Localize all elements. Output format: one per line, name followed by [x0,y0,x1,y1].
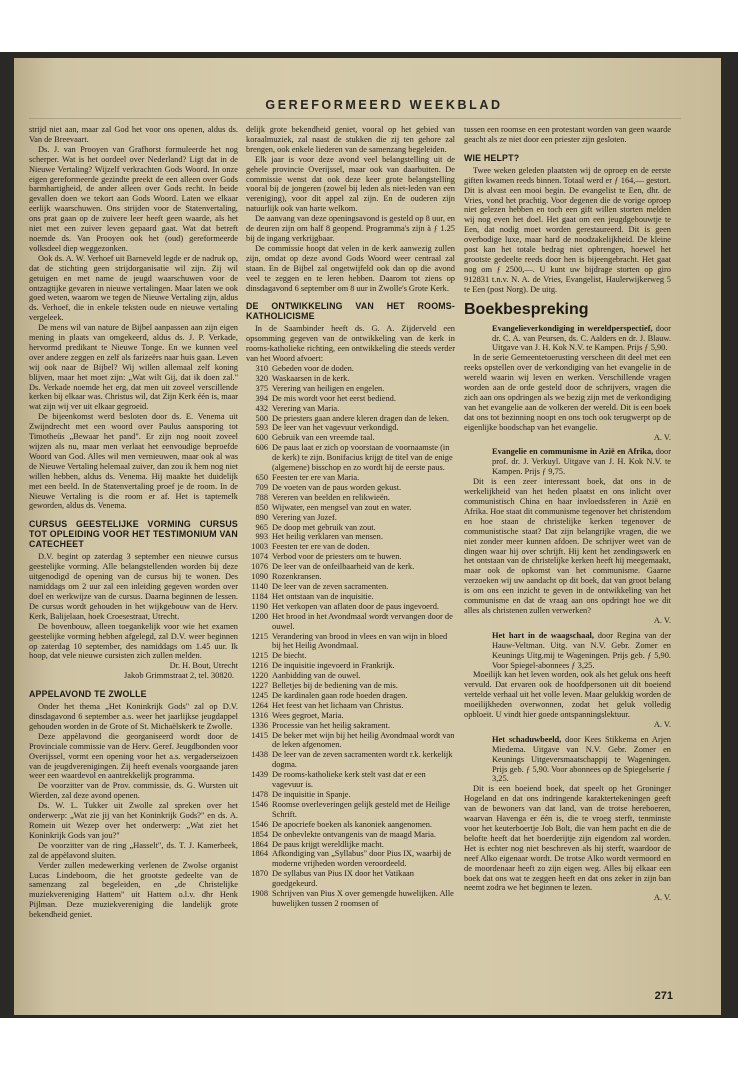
timeline-event: Verering van Jozef. [272,512,337,522]
timeline-year: 500 [255,413,268,423]
timeline-event: Verbod voor de priesters om te huwen. [272,552,402,562]
paragraph: De voorzitter van de ring „Hasselt", ds. T. J. Kamerbeek, zal de appèlavond sluiten. [29,840,238,860]
timeline-event: De voeten van de paus worden gekust. [272,482,402,492]
timeline-entry [246,433,455,443]
section-heading: CURSUS GEESTELIJKE VORMING CURSUS TOT OPLEIDING VOOR HET TESTIMONIUM VAN CATECHEET [29,519,238,550]
paragraph: Twee weken geleden plaatsten wij de oproep en de eerste giften kwamen reeds binnen. Totaal werd er ƒ 164,— gestort. Dit is alvast een mooi begin. De evangelist te Een, dhr. de Vries, vond het prachtig. Voor degenen die de vorige oproep niet gelezen hebben en toch een gift willen storten melden wij nog even het doel. Het gaat om een jeugdgebouwtje te Een, dat nodig moet worden gerestaureerd. Dit is geen overbodige luxe, maar hard de noodzakelijkheid. De kleine post kan het totale bedrag niet opbrengen, hoewel het grootste gedeelte reeds door hen is bijeengebracht. Het gaat nog om ƒ 2500,—. U kunt uw bijdrage storten op giro 912831 t.n.v. N. A. de Vries, Evangelist, Haulerwijkerweg 5 te Een (post Norg). De uitg. [464,165,671,294]
column-3 [464,125,671,1005]
timeline-entry [246,414,455,424]
timeline-event: Het heilig verklaren van mensen. [272,532,383,542]
review-publication-info: door Kees Stikkema en Arjen Miedema. Uitgave van N.V. Gebr. Zomer en Keunings Uitgeversmaatschappij te Wageningen. Prijs geb. ƒ 5,90. Voor abonnees op de Spiegelserie ƒ 3,25. [492,734,671,784]
review-body: Moeilijk kan het leven worden, ook als het geluk ons heeft vervuld. Dat ervaren ook de hoofdpersonen uit dit boeiend vertelde verhaal uit het volle leven. Maar gelukkig worden de moeilijkheden overwonnen, zodat het geluk volledig opbloeit. U vindt hier goede ontspanningslektuur. [464,670,671,720]
timeline-event: De mis wordt voor het eerst bediend. [272,393,396,403]
timeline-entry [246,721,455,731]
timeline-year: 1864 [251,849,268,859]
review-book-title: Het schaduwbeeld, [492,734,562,744]
review-initials: A. V. [653,432,671,442]
timeline-year: 1438 [251,750,268,760]
timeline-entry [246,750,455,770]
timeline-entry [246,374,455,384]
timeline-year: 1216 [251,661,268,671]
timeline-year: 1184 [251,591,268,601]
timeline-event: Het brood in het Avondmaal wordt vervangen door de ouwel. [272,611,453,631]
timeline-entry [246,602,455,612]
timeline-event: De leer van het vagevuur verkondigd. [272,423,399,433]
review-heading [464,447,671,477]
timeline-event: De onbevlekte ontvangenis van de maagd Maria. [272,829,436,839]
timeline-year: 1140 [251,581,268,591]
timeline-event: De apocriefe boeken als kanoniek aangenomen. [272,819,432,829]
timeline-event: Het feest van het lichaam van Christus. [272,700,404,710]
timeline-year: 1546 [251,819,268,829]
paragraph: strijd niet aan, maar zal God het voor ons openen, aldus ds. Van de Breevaart. [29,125,238,144]
timeline-event: De priesters gaan andere kleren dragen dan de leken. [272,413,449,423]
timeline-year: 1074 [251,552,268,562]
section-heading: APPELAVOND TE ZWOLLE [29,689,147,700]
timeline-year: 1190 [251,601,268,611]
timeline-entry [246,532,455,542]
timeline-entry [246,830,455,840]
timeline-year: 650 [255,473,268,482]
timeline-entry [246,582,455,592]
column-1 [29,125,238,1005]
column-2 [246,125,455,1005]
book-review [464,735,671,903]
timeline-entry [246,632,455,652]
timeline-event: De leer van de zeven sacramenten. [272,581,389,591]
review-body: Dit is een boeiend boek, dat speelt op het Groninger Hogeland en dat ons indringende karaktertekeningen geeft van de bewoners van dat land, van de trotse hereboeren, waarvan Havenga er één is, die te vroeg sterft, tenminste voor het keuterboertje Job Bolt, die van hem pacht en die de belofte heeft dat het boerderijtje zijn eigendom zal worden. Het is echter nog niet beschreven als hij sterft, waardoor de neef Alko eigenaar wordt. De trotse Alko wordt vermoord en de moordenaar heeft zo zijn eigen weg. Alles bij elkaar een boek dat ons wat te zeggen heeft en dat ons zeker in zijn ban neemt zodra we het beginnen te lezen. [464,784,671,893]
timeline-event: De syllabus van Pius IX door het Vatikaan goedgekeurd. [272,869,414,889]
paragraph: D.V. begint op zaterdag 3 september een nieuwe cursus geestelijke vorming. Alle belangstellenden worden bij deze uitgenodigd de opening van de cursus bij te wonen. Des namiddags om 2 uur zal een inleiding gegeven worden over doel en werkwijze van de cursus. Daarna beginnen de lessen. De cursus wordt gehouden in het wijkgebouw van de Herv. Kerk, Balijelaan, hoek Croesestraat, Utrecht. [29,552,238,621]
running-header: GEREFORMEERD WEEKBLAD [265,98,503,112]
timeline-year: 1864 [251,839,268,849]
timeline-event: Feesten ter ere van de doden. [272,542,370,552]
timeline-entry [246,503,455,513]
timeline-entry [246,770,455,790]
timeline-entry [246,404,455,414]
review-body: In de serie Gemeentetoerusting verscheen dit deel met een reeks opstellen over de verkondiging van het evangelie in de wereld waarin wij leven en werken. Verschillende vragen worden aan de orde gesteld door de schrijvers, vragen die zich aan ons opdringen als we bezig zijn met de verkondiging van het evangelie aan de volkeren der wereld. Dit is een boek dat ons tot bezinning noopt en ons toch ook terugwerpt op de eigenlijke boodschap van het evangelie. [464,353,671,432]
timeline-event: Vereren van beelden en relikwieën. [272,492,390,502]
review-book-title: Het hart in de waagschaal, [492,630,594,640]
timeline-event: De rooms-katholieke kerk stelt vast dat er een vagevuur is. [272,770,426,790]
timeline-entry [246,473,455,483]
timeline-entry [246,661,455,671]
timeline-event: De paus krijgt wereldlijke macht. [272,839,384,849]
timeline-event: Gebeden voor de doden. [272,364,354,374]
book-review [464,324,671,443]
timeline-year: 1090 [251,572,268,582]
timeline-event: Het ontstaan van de inquisitie. [272,591,374,601]
timeline-event: Afkondiging van „Syllabus" door Pius IX, waarbij de moderne vrijheden worden veroordeeld. [272,849,452,869]
timeline-event: De inquisitie in Spanje. [272,790,351,799]
paragraph: De mens wil van nature de Bijbel aanpassen aan zijn eigen mening in plaats van omgekeerd, aldus ds. J. P. Verkade, hervormd predikant te Nieuwe Tonge. En we kunnen veel over andere zeggen en zelf als farizeërs naar huis gaan. Leven wij ook naar de Bijbel? Wij willen allemaal zelf koning blijven, maar het moet zijn: „Wat wilt Gij, dat ik doen zal." Ds. Verkade noemde het erg, dat men uit zoveel verscillende kerken bij elkaar was. Christus wil, dat Zijn Kerk één is, maar wat zijn wij ver uit elkaar gegroeid. [29,323,238,412]
review-book-title: Evangelie en communisme in Azië en Afrika, [492,447,654,457]
paragraph: Ds. J. van Prooyen van Grafhorst formuleerde het nog scherper. Wat is het oordeel over Nederland? Ligt dat in de Nieuwe Vertaling? Wijzelf verkrachten Gods Woord. In onze eigen gereformeerde gezindte preekt de een alleen over Gods barmhartigheid, de ander alleen over Gods recht. In beide gevallen doen we tekort aan Gods Woord. Laten we elkaar eerlijk waarschuwen. Ons strijden voor de Statenvertaling, ons prat gaan op de zuivere leer heeft geen waarde, als het niet met een zuiver leven gepaard gaat. Wat dat betreft noemde ds. Van Prooyen ook het (oud) gereformeerde volksdeel diep weggezonken. [29,144,238,253]
timeline-entry [246,443,455,473]
review-initials: A. V. [653,615,671,625]
timeline-year: 1316 [251,710,268,720]
book-review [464,631,671,730]
timeline-year: 993 [255,532,268,542]
review-publication-info: door dr. C. A. van Peursen, ds. C. Aalders en dr. J. Blauw. Uitgave van J. H. Kok N.V. te Kampen. Prijs ƒ 5,90. [492,323,671,353]
paragraph: tussen een roomse en een protestant worden van geen waarde geacht als ze niet door een priester zijn gesloten. [464,125,671,144]
timeline-event: Wijwater, een mengsel van zout en water. [272,502,412,512]
timeline-event: De kardinalen gaan rode hoeden dragen. [272,690,408,700]
timeline-entry [246,483,455,493]
paragraph: Ook ds. A. W. Verhoef uit Barneveld legde er de nadruk op, dat de stichting geen strijdorganisatie wil zijn. Zij wil getuigen en met name de jeugd waarschuwen voor de ontzagtijke gevaren in nieuwe vertalingen. Maar laten we ook goed weten, waarom we tegen de Nieuwe Vertaling zijn, aldus ds. Verhoef, die in enkele teksten oude en nieuwe vertaling vergeleek. [29,253,238,323]
review-heading [464,631,671,671]
timeline-year: 1220 [251,671,268,681]
timeline-event: De leer van de zeven sacramenten wordt r.k. kerkelijk dogma. [272,750,453,770]
timeline-year: 310 [255,364,268,374]
timeline-event: De inquisitie ingevoerd in Frankrijk. [272,661,395,671]
timeline-event: De beker met wijn bij het heilig Avondmaal wordt van de leken afgenomen. [272,730,455,750]
timeline-year: 593 [255,423,268,433]
timeline-entry [246,542,455,552]
section-title: Boekbespreking [464,300,589,318]
timeline-year: 1227 [251,681,268,691]
review-initials: A. V. [653,893,671,903]
timeline-year: 709 [255,482,268,492]
paragraph: Deze appèlavond die georganiseerd wordt door de Provinciale commissie van de Herv. Geref. Jeugdbonden voor Overijssel, vormt een opening voor het a.s. vergaderseizoen van de jeugdverenigingen. Zij heeft evenals voorgaande jaren weer een waardevol en aantrekkelijk programma. [29,731,238,781]
paragraph: In de Saambinder heeft ds. G. A. Zijderveld een opsomming gegeven van de ontwikkeling van de kerk in rooms-katholieke richting, een ontwikkeling die steeds verder van het Woord afvoert: [246,324,455,364]
timeline-year: 432 [255,403,268,413]
review-publication-info: door Regina van der Hauw-Veltman. Uitg. van N.V. Gebr. Zomer en Keunings Uitg.mij te Wageningen. Prijs geb. ƒ 5,90. Voor Spiegel-abonnees ƒ 3,25. [492,630,671,670]
timeline-year: 1478 [251,790,268,799]
paragraph: De voorzitter van de Prov. commissie, ds. G. Wursten uit Wierden, zal deze avond openen. [29,781,238,801]
timeline-event: Verandering van brood in vlees en van wijn in bloed bij het Heilig Avondmaal. [272,631,448,651]
timeline-entry [246,493,455,503]
timeline-year: 394 [255,393,268,403]
timeline-event: Rozenkransen. [272,572,322,582]
timeline-entry [246,612,455,632]
timeline-entry [246,523,455,533]
timeline-year: 1003 [251,542,268,552]
timeline-year: 1439 [251,770,268,780]
timeline-event: De leer van de onfeilbaarheid van de kerk. [272,562,415,572]
timeline-year: 1908 [251,889,268,899]
timeline-event: De paus laat er zich op voorstaan de voornaamste (in de kerk) te zijn. Bonifacius krijgt de titel van de enige (algemene) bisschop en zo wordt hij de eerste paus. [272,443,453,473]
timeline-event: Verering van heiligen en engelen. [272,383,385,393]
review-publication-info: door prof. dr. J. Verkuyl. Uitgave van J. H. Kok N.V. te Kampen. Prijs ƒ 9,75. [492,447,671,477]
paragraph: delijk grote bekendheid geniet, vooral op het gebied van koraalmuziek, zal naast de stukken die zij ten gehore zal brengen, ook enkele liederen van de samenzang begeleiden. [246,125,455,154]
review-book-title: Evangelieverkondiging in wereldperspectief, [492,323,653,333]
timeline-year: 788 [255,492,268,502]
timeline-year: 1264 [251,700,268,710]
timeline-year: 1336 [251,720,268,730]
timeline-event: Verering van Maria. [272,403,340,413]
paragraph: De bijeenkomst werd besloten door ds. E. Venema uit Zwijndrecht met een woord over Paulus aansporing tot Timotheüs „Bewaar het pand". Er zijn nog nooit zoveel wijzen als nu, maar men verlaat het eenvoudige beproefde Woord van God. Alles wil men vernieuwen, maar ook al was de Nieuwe Vertaling helemaal zuiver, dan zou ik hem nog niet willen hebben, aldus ds. Venema. Hij maakte het duidelijk met een beeld. In de Statenvertaling proef je de room. In de Nieuwe Vertaling is die room er af. Het is taptemelk geworden, aldus ds. Venema. [29,412,238,511]
timeline-year: 606 [255,443,268,453]
timeline-year: 1415 [251,730,268,740]
signature: Dr. H. Bout, Utrecht [169,661,238,671]
timeline-entry [246,820,455,830]
timeline-event: De biecht. [272,651,307,661]
timeline-entry [246,513,455,523]
signature-address: Jakob Grimmstraat 2, tel. 30820. [124,671,235,681]
timeline-event: Aanbidding van de ouwel. [272,671,361,681]
review-heading [464,324,671,354]
timeline-year: 600 [255,433,268,443]
paragraph: Ds. W. L. Tukker uit Zwolle zal spreken over het onderwerp: „Wat zie jij van het Koninkrijk Gods?" en ds. A. Romein uit Wezep over het onderwerp: „Wat ziet het Koninkrijk Gods van jou?" [29,801,238,840]
timeline-entry [246,869,455,889]
review-initials: A. V. [653,719,671,729]
paragraph: De bovenbouw, alleen toegankelijk voor wie het examen geestelijke vorming hebben afgelegd, zal D.V. weer beginnen op zaterdag 10 september, des namiddags om 1.45 uur. Ik hoop, dat vele nieuwe cursisten zich zullen melden. [29,621,238,661]
timeline-year: 1870 [251,869,268,879]
timeline-year: 890 [255,512,268,522]
timeline-year: 320 [255,373,268,383]
timeline-year: 1200 [251,611,268,621]
timeline-year: 1854 [251,829,268,839]
timeline-entry [246,384,455,394]
magazine-page [14,58,721,1015]
timeline-event: Het verkopen van aflaten door de paus ingevoerd. [272,601,439,611]
timeline-event: Wees gegroet, Maria. [272,710,344,720]
timeline-entry [246,840,455,850]
timeline-event: Roomse overleveringen gelijk gesteld met de Heilige Schrift. [272,799,451,819]
timeline-entry [246,592,455,602]
timeline-entry [246,364,455,374]
timeline-entry [246,790,455,800]
timeline-entry [246,731,455,751]
timeline-event: Waskaarsen in de kerk. [272,373,350,383]
timeline-year: 1546 [251,799,268,809]
timeline-year: 1215 [251,631,268,641]
review-heading [464,735,671,785]
timeline-year: 850 [255,502,268,512]
timeline-entry [246,394,455,404]
page-number: 271 [654,990,673,1002]
timeline-event: Processie van het heilig sakrament. [272,720,390,730]
review-body: Dit is een zeer interessant boek, dat ons in de werkelijkheid van het heden plaatst en ons inlicht over communistisch China en haar invloedssferen in Azië en Afrika. Hoe staat dit communisme tegenover het christendom en hoe staan de christelijke kerken tegenover de communistische staat? Dat zijn belangrijke vragen, die we niet zonder meer kunnen afdoen. De schrijver weet van de dingen waar hij over schrijft. Hij kent het zendingswerk en het ontstaan van de christelijke kerken heeft hij meegemaakt, maar ook de opkomst van het communisme. Gaarne verzoeken wij uw aandacht op dit boek, dat van groot belang is om ons een inzicht te geven in de ontwikkeling van het communisme en dat de vraag aan ons opdringt hoe we dit alles als christenen zullen verwerken? [464,477,671,615]
timeline-entry [246,562,455,572]
section-heading: WIE HELPT? [464,152,520,163]
timeline-entry [246,423,455,433]
timeline-entry [246,701,455,711]
paragraph: De aanvang van deze openingsavond is gesteld op 8 uur, en de deuren zijn om half 8 geopend. Programma's zijn à ƒ 1.25 bij de ingang verkrijgbaar. [246,214,455,243]
timeline-event: Belletjes bij de bediening van de mis. [272,681,398,691]
timeline-event: Schrijven van Pius X over gemengde huwelijken. Alle huwelijken tussen 2 roomsen of [272,889,454,908]
timeline-entry [246,711,455,721]
timeline-event: Gebruik van een vreemde taal. [272,433,375,443]
timeline-entry [246,651,455,661]
paragraph: Onder het thema „Het Koninkrijk Gods" zal op D.V. dinsdagavond 6 september a.s. weer het jaarlijkse jeugdappel gehouden worden in de Grote of St. Michaëlskerk te Zwolle. [29,702,238,731]
timeline-entry [246,800,455,820]
paragraph: De commissie hoopt dat velen in de kerk aanwezig zullen zijn, omdat op deze avond Gods Woord weer centraal zal staan. En de Bijbel zal ongetwijfeld ook dan op die avond veel te zeggen en te leren hebben. Daarom tot ziens op dinsdagavond 6 september om 8 uur in Zwolle's Grote Kerk. [246,243,455,293]
timeline-year: 375 [255,383,268,393]
section-heading: DE ONTWIKKELING VAN HET ROOMS-KATHOLICISME [246,301,455,322]
timeline-entry [246,889,455,909]
book-review [464,447,671,625]
paragraph: Elk jaar is voor deze avond veel belangstelling uit de gehele provincie Overijssel, maar ook van daarbuiten. De commissie wenst dat ook deze keer grote belangstelling vooral bij de jongeren (zowel bij leden als niet-leden van een vereniging), voor dit appel zal zijn. En de ouderen zijn natuurlijk ook van harte welkom. [246,154,455,214]
timeline-entry [246,849,455,869]
timeline-event: De doop met gebruik van zout. [272,522,376,532]
timeline-entry [246,572,455,582]
timeline-entry [246,681,455,691]
timeline-year: 965 [255,522,268,532]
header-rule [29,118,681,119]
timeline-year: 1215 [251,651,268,661]
timeline-entry [246,552,455,562]
timeline-entry [246,691,455,701]
paragraph: Verder zullen medewerking verlenen de Zwolse organist Lucas Lindeboom, die het grootste gedeelte van de samenzang zal begeleiden, en „de Christelijke muziekvereniging Hattem" uit Hattem o.l.v. dhr Henk Pijlman. Deze muziekvereniging die landelijk grote bekendheid geniet. [29,860,238,920]
timeline-event: Feesten ter ere van Maria. [272,473,360,482]
timeline-year: 1076 [251,562,268,572]
timeline-year: 1245 [251,690,268,700]
timeline-entry [246,671,455,681]
